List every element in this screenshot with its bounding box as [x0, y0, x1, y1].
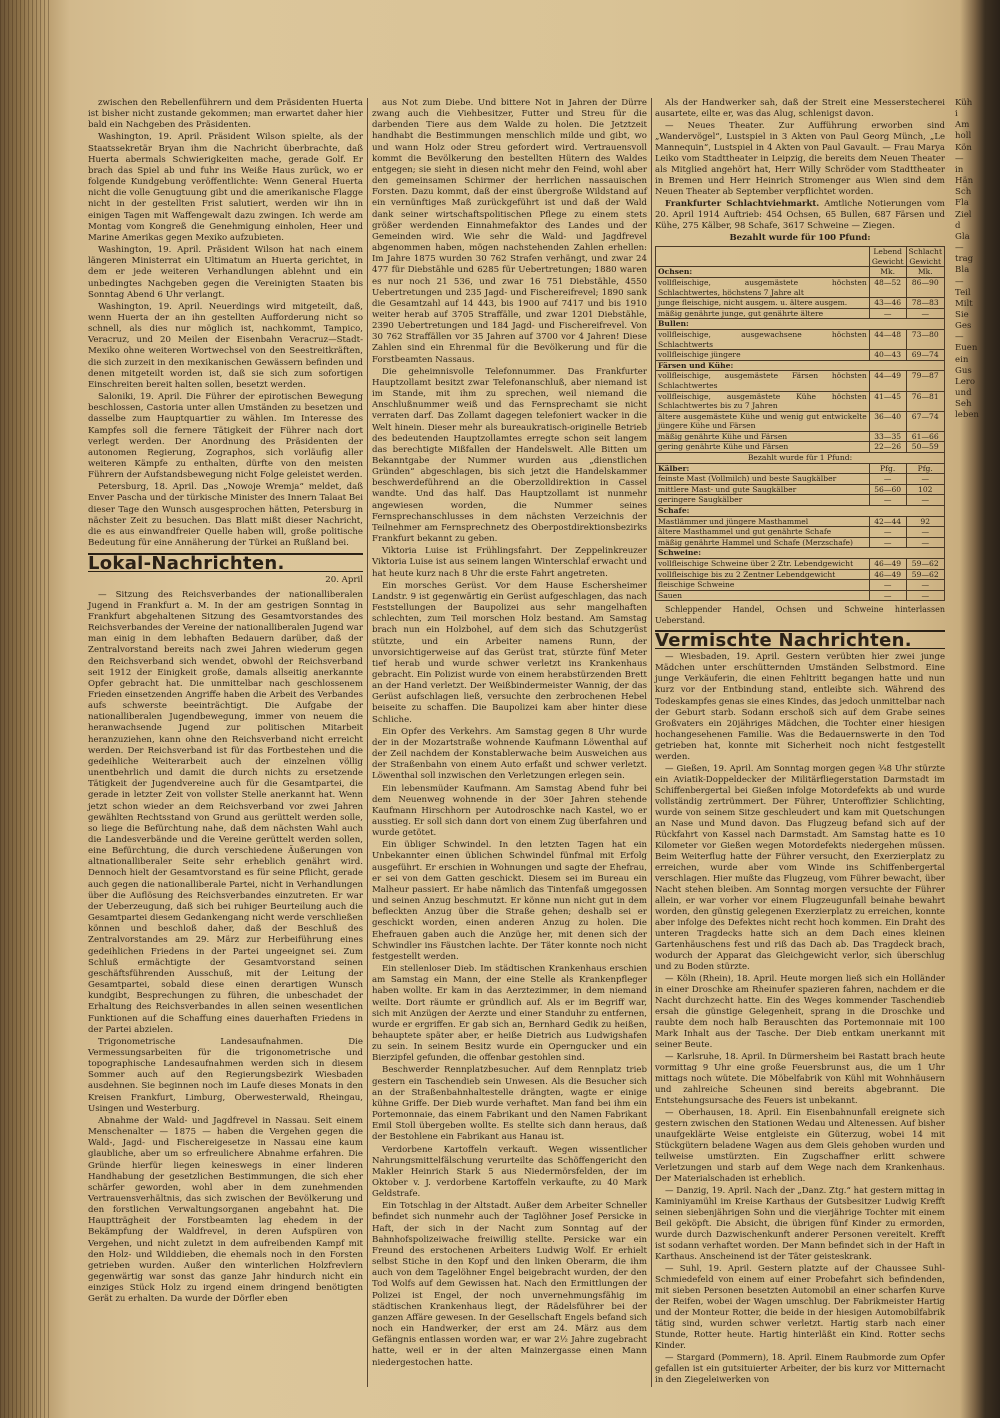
article-text: — Gießen, 19. April. Am Sonntag morgen gegen ¾8 Uhr stürzte ein Aviatik-Doppeldecker der Militärfliegerstation Darmstadt im Schiffenbergertal bei Gießen infolge Motordefekts ab und wurde vollständig zertrümmert. Der Führer, Unteroffizier Schlichting, wurde von seinem Sitze geschleudert und kam mit Quetschungen an Nase und Mund davon. Das Flugzeug befand sich auf der Rückfahrt von Kassel nach Darmstadt. Am Samstag hatte es 10 Kilometer vor Gießen wegen Motordefekts niedergehen müssen. Beim Weiterflug hatte der Führer versucht, den Exerzierplatz zu erreichen, wurde aber vom Winde ins Schiffenbergertal verschlagen. Hier mußte das Flugzeug, vom Führer bewacht, über Nacht stehen bleiben. Am Sonntag morgen versuchte der Führer allein, er war vorher vor einem Flugzeugunfall beinahe bewahrt worden, den günstig gelegenen Exerzierplatz zu erreichen, konnte aber infolge des Defektes nicht recht hoch kommen. Ein Draht des unteren Tragdecks hatte sich an dem Dach eines kleinen Gartenhäuschens fest und riß das Dach ab. Das Tragdeck brach, wodurch der Apparat das Gleichgewicht verlor, sich überschlug und zu Boden stürzte. — [655, 763, 945, 972]
adjacent-page-fragment: Sie — [955, 309, 969, 320]
table-row — [656, 474, 945, 485]
price-live: 36—40 — [869, 411, 906, 431]
row-label: vollfleischige bis zu 2 Zentner Lebendgewicht — [656, 569, 870, 580]
price-live: 48—52 — [869, 277, 906, 297]
market-report-counts: Amtliche Notierungen vom 20. April 1914 Auftrieb: 454 Ochsen, 65 Bullen, 687 Färsen und Kühe, 275 Kälber, 98 Schafe, 3617 Schweine — Ziegen. — [655, 199, 945, 232]
table-row — [656, 453, 945, 464]
table-row — [656, 308, 945, 319]
table-row — [656, 463, 945, 474]
section-label-bullen: Bullen: — [656, 319, 945, 330]
table-row — [656, 350, 945, 361]
price-live: 41—45 — [869, 391, 906, 411]
row-label: vollfleischige, ausgemästete Färsen höchsten Schlachtwertes — [656, 371, 870, 391]
table-row — [656, 298, 945, 309]
article-text: Ein übliger Schwindel. In den letzten Tagen hat ein Unbekannter einen üblichen Schwindel fünfmal mit Erfolg ausgeführt. Er erschien in Wohnungen und sagte der Ehefrau, er sei von dem Gatten geschickt. Diesem sei im Bureau ein Malheur passiert. Er habe nämlich das Tintenfaß umgegossen und seinen Anzug beschmutzt. Er könne nun nicht gut in dem befleckten Anzug über die Straße gehen; deshalb sei er geschickt worden, einen anderen Anzug zu holen. Die Ehefrauen gaben auch die Anzüge her, mit denen sich der Schwindler ins Fäustchen lachte. Der Täter konnte noch nicht festgestellt werden. — [372, 840, 647, 962]
row-label: ältere Masthammel und gut genährte Schafe — [656, 527, 870, 538]
row-label: feinste Mast (Vollmilch) und beste Saugkälber — [656, 474, 870, 485]
table-row — [656, 569, 945, 580]
article-text: Ein Opfer des Verkehrs. Am Samstag gegen 8 Uhr wurde der in der Mozartstraße wohnende Kaufmann Löwenthal auf der Zeil nachdem der Konstablerwache beim Ausweichen aus der Straßenbahn von einem Auto erfaßt und schwer verletzt. Löwenthal soll inzwischen den Verletzungen erlegen sein. — [372, 726, 647, 782]
table-row — [656, 329, 945, 349]
row-label: fleischige Schweine — [656, 580, 870, 591]
article-text: aus Not zum Diebe. Und bittere Not in Jahren der Dürre zwang auch die Viehbesitzer, Futter und Streu für die darbenden Tiere aus dem Walde zu holen. Die Jetztzeit handhabt die Bestimmungen menschlich milde und gibt, wo und wann Holz oder Streu gefordert wird. Vertrauensvoll kommt die Bevölkerung den bestellten Hütern des Waldes entgegen; sie sieht in diesen nicht mehr den Feind, wohl aber den gemeinsamen Schirmer der herrlichen nassauischen Forsten. Dazu kommt, daß der einst übergroße Wildstand auf ein vernünftiges Maß zurückgeführt ist und daß der Wald dank seiner wirtschaftspolitischen Pflege zu einem stets größer werdenden Einnahmefaktor des Landes und der Gemeinden wird. Wie sehr die Wald- und Jagdfrevel abgenommen haben, mögen nachstehenden Zahlen erhellen: Im Jahre 1875 wurden 30 762 Strafen verhängt, und zwar 24 477 für Diebstähle und 6285 für Uebertretungen; 1880 waren es nur noch 21 536, und zwar 16 751 Diebstähle, 4550 Uebertretungen und 235 Jagd- und Fischereifrevel; 1890 sank die Gesamtzahl auf 14 443, bis 1900 auf 7417 und bis 1910 weiter herab auf 3705 Straffälle, und zwar 1201 Diebstähle, 2390 Uebertretungen und 184 Jagd- und Fischereifrevel. Von 30 762 Straffällen vor 35 Jahren auf 3700 vor 4 Jahren! Diese Zahlen sind ein Ehrenmal für die Bevölkerung und für die Forstbeamten Nassaus. — [372, 98, 647, 365]
adjacent-page-fragment: d — [955, 220, 961, 231]
price-slaughter: — — [906, 527, 945, 538]
price-slaughter: 78—83 — [906, 298, 945, 309]
adjacent-page-fragment: — — [955, 153, 964, 164]
row-label: vollfleischige, ausgewachsene höchsten Schlachtwerts — [656, 329, 870, 349]
article-text: Beschwerder Rennplatzbesucher. Auf dem Rennplatz trieb gestern ein Taschendieb sein Unwesen. Als die Besucher sich an der Straßenbahnhaltestelle drängten, wagte er einige kühne Griffe. Der Dieb wurde verhaftet. Man fand bei ihm ein Portemonnaie, das einem Fabrikant und den Namen Fabrikant Emil Stoll übergeben wollte. Es stellte sich dann heraus, daß der Bestohlene ein Fabrikant aus Hanau ist. — [372, 1065, 647, 1143]
article-text: — Neues Theater. Zur Aufführung erworben sind „Wandervögel“, Lustspiel in 3 Akten von Paul Georg Münch, „Le Mannequin“, Lustspiel in 4 Akten von Paul Gavault. — Frau Marya Leiko vom Stadttheater in Leipzig, die bereits dem Neuen Theater als Mitglied angehört hat, Herr Willy Schröder vom Stadttheater in Bremen und Herr Heinrich Stromenger aus Wien sind dem Neuen Theater ab September verpflichtet worden. — [655, 121, 945, 198]
adjacent-page-fragment: und — [955, 388, 972, 399]
article-text: — Stargard (Pommern), 18. April. Einem Raubmorde zum Opfer gefallen ist ein gutsituierter Arbeiter, der bis kurz vor Mitternacht in den Ziegeleiwerken von — [655, 1353, 945, 1386]
article-text: Washington, 19. April. Präsident Wilson hat nach einem längeren Ministerrat ein Ultimatum an Huerta gerichtet, in dem er jede weiteren Verhandlungen ablehnt und ein unbedingtes Nachgeben gegen die Vereinigten Staaten bis Sonntag Abend 6 Uhr verlangt. — [88, 245, 363, 300]
column-rule-1 — [367, 98, 368, 1387]
price-slaughter: 76—81 — [906, 391, 945, 411]
price-slaughter: 79—87 — [906, 371, 945, 391]
article-text: Ein Totschlag in der Altstadt. Außer dem Arbeiter Schneller befindet sich nunmehr auch der Taglöhner Josef Persicke in Haft, der sich in der Nacht zum Sonntag auf der Bahnhofspolizeiwache freiwillig stellte. Persicke war ein Freund des erstochenen Arbeiters Ludwig Wolf. Er erhielt selbst Stiche in den Kopf und den linken Oberarm, die ihm auch von dem Tagelöhner Engel beigebracht wurden, der den Tod Wolfs auf dem Gewissen hat. Nach den Ermittlungen der Polizei ist Engel, der noch unvernehmungsfähig im städtischen Krankenhaus liegt, der Rädelsführer bei der ganzen Affäre gewesen. In der Gesellschaft Engels befand sich noch ein Handwerker, der erst am 24. März aus dem Gefängnis entlassen worden war, er war 2½ Jahre zugebracht hatte, weil er in der alten Mainzergasse einen Mann niedergestochen hatte. — [372, 1201, 647, 1368]
book-binding-edge — [0, 0, 50, 1418]
unit-label: Pfg. — [906, 463, 945, 474]
price-live: 40—43 — [869, 350, 906, 361]
table-row — [656, 527, 945, 538]
price-slaughter: — — [906, 580, 945, 591]
section-heading-vermischte: Vermischte Nachrichten. — [655, 630, 945, 649]
adjacent-page-fragment: Küh — [955, 98, 973, 108]
adjacent-page-fragment: Gla — [955, 231, 970, 242]
article-text: zwischen den Rebellenführern und dem Präsidenten Huerta ist bisher nicht zustande gekommen; man erwartet daher hier bald ein Nachgeben des Präsidenten. — [88, 98, 363, 131]
section-label-ochsen: Ochsen: — [656, 267, 870, 278]
row-label: Sauen — [656, 590, 870, 601]
price-slaughter: — — [906, 590, 945, 601]
article-text: Saloniki, 19. April. Die Führer der epirotischen Bewegung beschlossen, Castoria unter allen Umständen zu besetzen und dasselbe zum Hauptquartier zu wählen. Im Interesse des Kampfes soll die fernere Tätigkeit der Führer nach dort verlegt werden. Der Anordnung des Präsidenten der autonomen Regierung, Zographos, sich vorläufig aller weiteren Kämpfe zu enthalten, dürfte von den meisten Führern der Aufstandsbewegung nicht Folge geleistet werden. — [88, 392, 363, 481]
price-live: — — [869, 308, 906, 319]
article-text: Ein morsches Gerüst. Vor dem Hause Eschersheimer Landstr. 9 ist gegenwärtig ein Gerüst aufgeschlagen, das nach Feststellungen der Baupolizei aus sehr mangelhaften schlechten, zum Teil morschen Holz bestand. Am Samstag brach nun ein Holzbohel, auf dem sich das Schutzgerüst stützte, und ein Arbeiter namens Runn, der unvorsichtigerweise auf das Gerüst trat, stürzte fünf Meter tief herab und wurde schwer verletzt ins Krankenhaus gebracht. Ein Polizist wurde von einem herabstürzenden Brett an der Hand verletzt. Der Weißbindermeister Wannig, der das Gerüst aufschlagen ließ, versuchte den zerbrochenen Hebel beiseite zu schaffen. Die Baupolizei kam aber hinter diese Schliche. — [372, 580, 647, 725]
article-text: Abnahme der Wald- und Jagdfrevel in Nassau. Seit einem Menschenalter — 1875 — haben die Vergehen gegen die Wald-, Jagd- und Fischereigesetze in Nassau eine kaum glaubliche, aber um so erfreulichere Abnahme erfahren. Die Gründe hierfür liegen keineswegs in einer linderen Handhabung der gesetzlichen Bestimmungen, die sich eher schärfer geworden, wohl aber in dem zunehmenden Vertrauensverhältnis, das sich zwischen der Bevölkerung und den forstlichen Verwaltungsorganen angebahnt hat. Die Hauptträgheit der Forstbeamten lag ehedem in der Bekämpfung der Waldfrevel, in deren Aufspüren von Vergehen, und nicht zuletzt in dem aufreibenden Kampf mit den Holz- und Wilddieben, die ehemals noch in den Forsten getrieben wurden. Außer den winterlichen Holzfrevlern gegenwärtig war sonst das ganze Jahr hindurch nicht ein einziges Stück Holz zu irgend einem dringend benötigten Gerät zu erhalten. Da wurde der Dörfler eben — [88, 1115, 363, 1305]
adjacent-page-fragment: Lero — [955, 376, 976, 387]
price-live: 46—49 — [869, 569, 906, 580]
table-row — [656, 590, 945, 601]
table-row — [656, 537, 945, 548]
table-row — [656, 548, 945, 559]
table-header-row — [656, 247, 945, 267]
article-text: Trigonometrische Landesaufnahmen. Die Vermessungsarbeiten für die trigonometrische und topographische Landesaufnahmen werden sich in diesem Sommer auch auf den Regierungsbezirk Wiesbaden ausdehnen. Sie beginnen noch im Laufe dieses Monats in den Kreisen Frankfurt, Limburg, Oberwesterwald, Rheingau, Usingen und Westerburg. — [88, 1036, 363, 1114]
table-row — [656, 484, 945, 495]
article-text: Ein lebensmüder Kaufmann. Am Samstag Abend fuhr bei dem Neuenweg wohnende in der 30er Jahren stehende Kaufmann Hirschhorn per Autodroschke nach Kastel, wo er ausstieg. Er soll sich dann dort von einem Zug überfahren und wurde getötet. — [372, 783, 647, 839]
table-row — [656, 360, 945, 371]
row-label: mäßig genährte Hammel und Schafe (Merzschafe) — [656, 537, 870, 548]
price-slaughter: 67—74 — [906, 411, 945, 431]
adjacent-page-fragment: — — [955, 243, 964, 254]
adjacent-page-fragment: i — [955, 109, 958, 120]
price-slaughter: — — [906, 537, 945, 548]
price-slaughter: 50—59 — [906, 442, 945, 453]
price-slaughter: 59—62 — [906, 569, 945, 580]
table-row — [656, 277, 945, 297]
column-3 — [655, 98, 945, 1387]
table-row — [656, 442, 945, 453]
column-1 — [88, 98, 363, 1307]
table-row — [656, 506, 945, 517]
article-text: Die geheimnisvolle Telefonnummer. Das Frankfurter Hauptzollamt besitzt zwar Telefonanschluß, aber niemand ist im Stande, mit ihm zu sprechen, weil niemand die Anschlußnummer weiß und das Fernsprechamt sie nicht verraten darf. Das Zollamt dagegen telefoniert wacker in die Welt hinein. Dieser mehr als bureaukratisch-originelle Betrieb des bedeutenden Hauptzollamtes erregte schon seit langem das berechtigte Mißfallen der Handelswelt. Alle Bitten um Bekanntgabe der Nummer wurden aus „dienstlichen Gründen“ abgeschlagen, bis sich jetzt die Handelskammer beschwerdeführend an die Oberzolldirektion in Cassel wandte. Und das half. Das Hauptzollamt ist nunmehr angewiesen worden, die Nummer seines Fernsprechanschlusses in dem nächsten Verzeichnis der Teilnehmer am Fernsprechnetz des Oberpostdirektionsbezirks Frankfurt bekannt zu geben. — [372, 366, 647, 545]
market-report-title: Frankfurter Schlachtviehmarkt. — [665, 199, 820, 210]
price-slaughter: 59—62 — [906, 559, 945, 570]
price-slaughter: 73—80 — [906, 329, 945, 349]
table-row — [656, 580, 945, 591]
article-text: Viktoria Luise ist Frühlingsfahrt. Der Zeppelinkreuzer Viktoria Luise ist aus seinem langen Winterschlaf erwacht und hat heute kurz nach 8 Uhr die erste Fahrt angetreten. — [372, 546, 647, 579]
adjacent-page-fragment: — — [955, 332, 964, 343]
adjacent-page-fragment: Fla — [955, 198, 969, 209]
adjacent-page-fragment: — — [955, 276, 964, 287]
row-label: vollfleischige, ausgemästete höchsten Schlachtwertes, höchstens 7 Jahre alt — [656, 277, 870, 297]
price-live: — — [869, 537, 906, 548]
price-slaughter: 86—90 — [906, 277, 945, 297]
article-text: Als der Handwerker sah, daß der Streit eine Messerstecherei ausartete, eilte er, was das Alug, schlenigst davon. — [655, 98, 945, 120]
adjacent-page-fragment: Teil — [955, 287, 971, 298]
price-live: — — [869, 580, 906, 591]
section-date: 20. April — [325, 575, 363, 586]
article-text: Ein stellenloser Dieb. Im städtischen Krankenhaus erschien am Samstag ein Mann, der eine Stelle als Krankenpfleger haben wollte. Er kam in das Aerztezimmer, in dem niemand weilte. Dort räumte er gründlich auf. Als er im Begriff war, sich mit Anzügen der Aerzte und einer Standuhr zu entfernen, wurde er ergriffen. Er gab sich an, Bernhard Gedik zu heißen, behauptete später aber, er heiße Dietrich aus Ludwigshafen zu sein. In seinem Besitz wurde ein Operngucker und ein Bierzipfel gefunden, die offenbar gestohlen sind. — [372, 964, 647, 1064]
table-row — [656, 559, 945, 570]
unit-label: Pfg. — [869, 463, 906, 474]
table-row — [656, 371, 945, 391]
unit-label: Mk. — [869, 267, 906, 278]
adjacent-page-fragment: Kön — [955, 142, 972, 153]
section-heading-lokal: Lokal-Nachrichten. — [88, 553, 363, 572]
unit-label: Mk. — [906, 267, 945, 278]
article-text: — Oberhausen, 18. April. Ein Eisenbahnunfall ereignete sich gestern zwischen den Stationen Wedau und Altenessen. Auf bisher unaufgeklärte Weise entgleiste ein Güterzug, wobei 14 mit Stückgütern beladene Wagen aus dem Gleis gehoben wurden und teilweise umstürzten. Ein Zugschaffner erlitt schwere Verletzungen und starb auf dem Wege nach dem Krankenhaus. Der Materialschaden ist erheblich. — [655, 1108, 945, 1185]
table-header-live: Lebend Gewicht — [869, 247, 906, 267]
market-report-footnote: Schleppender Handel, Ochsen und Schweine hinterlassen Ueberstand. — [655, 605, 945, 626]
table-row — [656, 516, 945, 527]
row-label: vollfleischige jüngere — [656, 350, 870, 361]
price-live: 42—44 — [869, 516, 906, 527]
table-row — [656, 411, 945, 431]
article-text: — Wiesbaden, 19. April. Gestern verübten hier zwei junge Mädchen unter erschütternden Umständen Selbstmord. Eine junge Verkäuferin, die einen Fehltritt begangen hatte und nun kurz vor der Entbindung stand, entleibte sich. Während des Todeskampfes genas sie eines Kindes, das jedoch unmittelbar nach der Geburt starb. Sodann erschoß sich auf dem Grabe seines Großvaters ein 20jähriges Mädchen, die Tochter einer hiesigen hochangesehenen Familie. Was die Bedauernswerte in den Tod getrieben hat, konnte mit Sicherheit noch nicht festgestellt werden. — [655, 652, 946, 762]
price-live: 44—48 — [869, 329, 906, 349]
adjacent-page-fragment: ein — [955, 354, 969, 365]
article-text: Verdorbene Kartoffeln verkauft. Wegen wissentlicher Nahrungsmittelfälschung verurteilte das Schöffengericht den Makler Heinrich Stark 5 aus Niedermörsfelden, der im Oktober v. J. verdorbene Kartoffeln verkaufte, zu 40 Mark Geldstrafe. — [372, 1144, 647, 1200]
column-rule-2 — [651, 98, 652, 1387]
table-header-slaughter: Schlacht Gewicht — [906, 247, 945, 267]
kaelber-note: Bezahlt wurde für 1 Pfund: — [656, 453, 945, 464]
adjacent-page-fragment: holl — [955, 131, 972, 142]
row-label: vollfleischige Schweine über 2 Ztr. Lebendgewicht — [656, 559, 870, 570]
section-label-faersen: Färsen und Kühe: — [656, 360, 945, 371]
row-label: mäßig genährte Kühe und Färsen — [656, 431, 870, 442]
price-live: — — [869, 527, 906, 538]
adjacent-page-fragment: Milt — [955, 298, 973, 309]
price-live: — — [869, 590, 906, 601]
row-label: Mastlämmer und jüngere Masthammel — [656, 516, 870, 527]
price-slaughter: 69—74 — [906, 350, 945, 361]
table-row — [656, 431, 945, 442]
market-report-subhead: Bezahlt wurde für 100 Pfund: — [729, 233, 871, 244]
market-price-table — [655, 246, 945, 601]
article-text: Petersburg, 18. April. Das „Nowoje Wremja“ meldet, daß Enver Pascha und der türkische Minister des Innern Talaat Bei dieser Tage den Wunsch ausgesprochen hätten, Petersburg in nächster Zeit zu besuchen. Das Blatt mißt dieser Nachricht, die es aus einwandfreier Quelle haben will, große politische Bedeutung für eine Annäherung der Türkei an Rußland bei. — [88, 482, 363, 549]
table-row — [656, 495, 945, 506]
adjacent-page-fragment: Ziel — [955, 209, 972, 220]
article-text: — Köln (Rhein), 18. April. Heute morgen ließ sich ein Holländer in einer Droschke am Rheinufer spazieren fahren, nachdem er die Nacht durchzecht hatte. Ein des Weges kommender Taschendieb ersah die günstige Gelegenheit, sprang in die Droschke und raubte dem noch halb Berauschten das Portemonnaie mit 100 Mark Inhalt aus der Tasche. Der Dieb entkam unerkannt mit seiner Beute. — [655, 973, 945, 1050]
price-live: — — [869, 474, 906, 485]
row-label: ältere ausgemästete Kühe und wenig gut entwickelte jüngere Kühe und Färsen — [656, 411, 870, 431]
price-live: 33—35 — [869, 431, 906, 442]
adjacent-page-fragment: in — [955, 164, 964, 175]
row-label: geringere Saugkälber — [656, 495, 870, 506]
price-slaughter: 92 — [906, 516, 945, 527]
price-live: 46—49 — [869, 559, 906, 570]
article-text: Washington, 19. April. Neuerdings wird mitgeteilt, daß, wenn Huerta der an ihn gestellten Aufforderung nicht so schnell, als dies nur möglich ist, nachkommt, Tampico, Veracruz, und 20 Meilen der Eisenbahn Veracruz—Stadt-Mexiko ohne weiteren Wortwechsel von den Seestreitkräften, die sich zurzeit in den mexikanischen Gewässern befinden und denen mitgeteilt worden ist, daß sie sich zum sofortigen Einschreiten bereit halten sollen, besetzt werden. — [88, 301, 363, 390]
price-slaughter: 102 — [906, 484, 945, 495]
price-live: 22—26 — [869, 442, 906, 453]
market-report-intro — [655, 199, 945, 232]
section-label-kaelber: Kälber: — [656, 463, 870, 474]
price-slaughter: 61—66 — [906, 431, 945, 442]
table-cell — [656, 247, 870, 267]
price-slaughter: — — [906, 474, 945, 485]
section-label-schweine: Schweine: — [656, 548, 945, 559]
row-label: gering genährte Kühe und Färsen — [656, 442, 870, 453]
adjacent-page-fragment: Sch — [955, 187, 972, 198]
row-label: mittlere Mast- und gute Saugkälber — [656, 484, 870, 495]
table-row — [656, 319, 945, 330]
adjacent-page-strip — [955, 98, 995, 422]
adjacent-page-fragment: Gus — [955, 365, 972, 376]
adjacent-page-fragment: Ges — [955, 321, 972, 332]
article-text: — Suhl, 19. April. Gestern platzte auf der Chaussee Suhl-Schmiedefeld von einem auf einer Probefahrt sich befindenden, mit sieben Personen besetzten Automobil an einer scharfen Kurve der Reifen, wobei der Wagen umschlug. Der Fabrikmeister Hartig und der Monteur Rotter, die beide in der hiesigen Automobilfabrik tätig sind, wurden schwer verletzt. Hartig starb nach einer Stunde, Rotter heute. Hartig hinterläßt ein Kind. Rotter sechs Kinder. — [655, 1264, 945, 1352]
table-row — [656, 391, 945, 411]
adjacent-page-fragment: Seh — [955, 399, 972, 410]
article-text: — Sitzung des Reichsverbandes der nationalliberalen Jugend in Frankfurt a. M. In der am gestrigen Sonntag in Frankfurt abgehaltenen Sitzung des Gesamtvorstandes des Reichsverbandes der Vereine der nationalliberalen Jugend war man einig in dem lebhaften Bedauern darüber, daß der Zentralvorstand bereits nach zwei Jahren wiederum gegen den Reichsverband sich wendet, obwohl der Reichsverband seit 1912 der Einigkeit große, damals allseitig anerkannte Opfer gebracht hat. Die unmittelbar nach geschlossenem Frieden einsetzenden Angriffe haben die Arbeit des Verbandes aufs schwerste beeinträchtigt. Die Aufgabe der nationalliberalen Jugendbewegung, immer von neuem die heranwachsende Jugend zur politischen Mitarbeit heranzuziehen, kann ohne den Reichsverband nicht erreicht werden. Der Reichsverband ist für das Fortbestehen und die gedeihliche Weiterarbeit auch der einzelnen völlig unentbehrlich und damit die durch nichts zu ersetzende Tätigkeit der Jugendvereine auch für die Gesamtpartei, die gerade in letzter Zeit von vollster Stelle anerkannt hat. Wenn jetzt schon wieder an dem Reichsverband vor zwei Jahren gewählten Rechtsstand von Grund aus gerüttelt werden solle, so liege die Befürchtung nahe, daß dem nächsten Wahl auch die Landesverbände und die Vereine gerüttelt werden sollen, eine Befürchtung, die durch verschiedene Äußerungen von altnationalliberaler Seite sehr erheblich genährt wird. Dennoch hielt der Gesamtvorstand es für seine Pflicht, gerade auch gegen die nationalliberale Partei, nicht in Verhandlungen über die Auflösung des Reichsverbandes einzutreten. Er war der Ueberzeugung, daß sich bei ruhiger Beurteilung auch die Gesamtpartei diesem Gedankengang nicht werde verschließen können und beschloß daher, daß der Beschluß des Zentralvorstandes am 29. März zur Herbeiführung eines gedeihlichen Friedens in der Partei ungeeignet sei. Zum Schluß ermächtigte der Gesamtvorstand seinen geschäftsführenden Ausschuß, mit der Leitung der Gesamtpartei, sobald diese einen derartigen Wunsch kundgibt, Besprechungen zu führen, die unbeschadet der Erhaltung des Reichsverbandes in allen seinen wesentlichen Funktionen auf die Schaffung eines dauerhaften Friedens in der Partei abzielen. — [88, 589, 363, 1035]
adjacent-page-fragment: Euen — [955, 343, 978, 354]
adjacent-page-fragment: Bla — [955, 265, 970, 276]
price-live: 44—49 — [869, 371, 906, 391]
column-2 — [372, 98, 647, 1370]
adjacent-page-fragment: Am — [955, 120, 970, 131]
price-slaughter: — — [906, 308, 945, 319]
article-text: Washington, 19. April. Präsident Wilson spielte, als der Staatssekretär Bryan ihm die Nachricht überbrachte, daß Huerta abermals Schwierigkeiten mache, gerade Golf. Er brach das Spiel ab und fuhr ins Weiße Haus zurück, wo er folgende Kundgebung veröffentlichte: Wenn General Huerta nicht die volle Genugtuung gibt und die amerikanische Flagge nicht in der gestellten Frist salutiert, werden wir ihn in einigen Tagen mit Waffengewalt dazu zwingen. Ich werde am Montag vom Kongreß die Genehmigung einholen, Heer und Marine Amerikas gegen Mexiko aufzubieten. — [88, 132, 363, 243]
row-label: mäßig genährte junge, gut genährte ältere — [656, 308, 870, 319]
price-live: 56—60 — [869, 484, 906, 495]
table-row — [656, 267, 945, 278]
article-text: — Danzig, 19. April. Nach der „Danz. Ztg.“ hat gestern mittag in Kaminiyamühl im Kreise Karthaus der Gutsbesitzer Ludwig Krefft seinen siebenjährigen Sohn und die vierjährige Tochter mit einem Beil geköpft. Die Absicht, die übrigen fünf Kinder zu ermorden, wurde durch Dazwischenkunft anderer Personen vereitelt. Krefft ist sodann verhaftet worden. Der Mann befindet sich in der Haft in Karthaus. Anscheinend ist der Täter geisteskrank. — [655, 1186, 945, 1263]
row-label: vollfleischige, ausgemästete Kühe höchsten Schlachtwertes bis zu 7 Jahren — [656, 391, 870, 411]
article-text: — Karlsruhe, 18. April. In Dürmersheim bei Rastatt brach heute vormittag 9 Uhr eine große Feuersbrunst aus, die um 1 Uhr mittags noch wütete. Die Möbelfabrik von Kühl mit Wohnhäusern und zahlreiche Scheunen sind bereits abgebrannt. Die Entstehungsursache des Feuers ist unbekannt. — [655, 1052, 945, 1107]
adjacent-page-fragment: Hän — [955, 176, 974, 187]
adjacent-page-fragment: leben — [955, 410, 979, 421]
row-label: junge fleischige, nicht ausgem. u. ältere ausgem. — [656, 298, 870, 309]
price-slaughter: — — [906, 495, 945, 506]
section-label-schafe: Schafe: — [656, 506, 945, 517]
price-live: — — [869, 495, 906, 506]
price-live: 43—46 — [869, 298, 906, 309]
adjacent-page-fragment: trag — [955, 254, 974, 265]
